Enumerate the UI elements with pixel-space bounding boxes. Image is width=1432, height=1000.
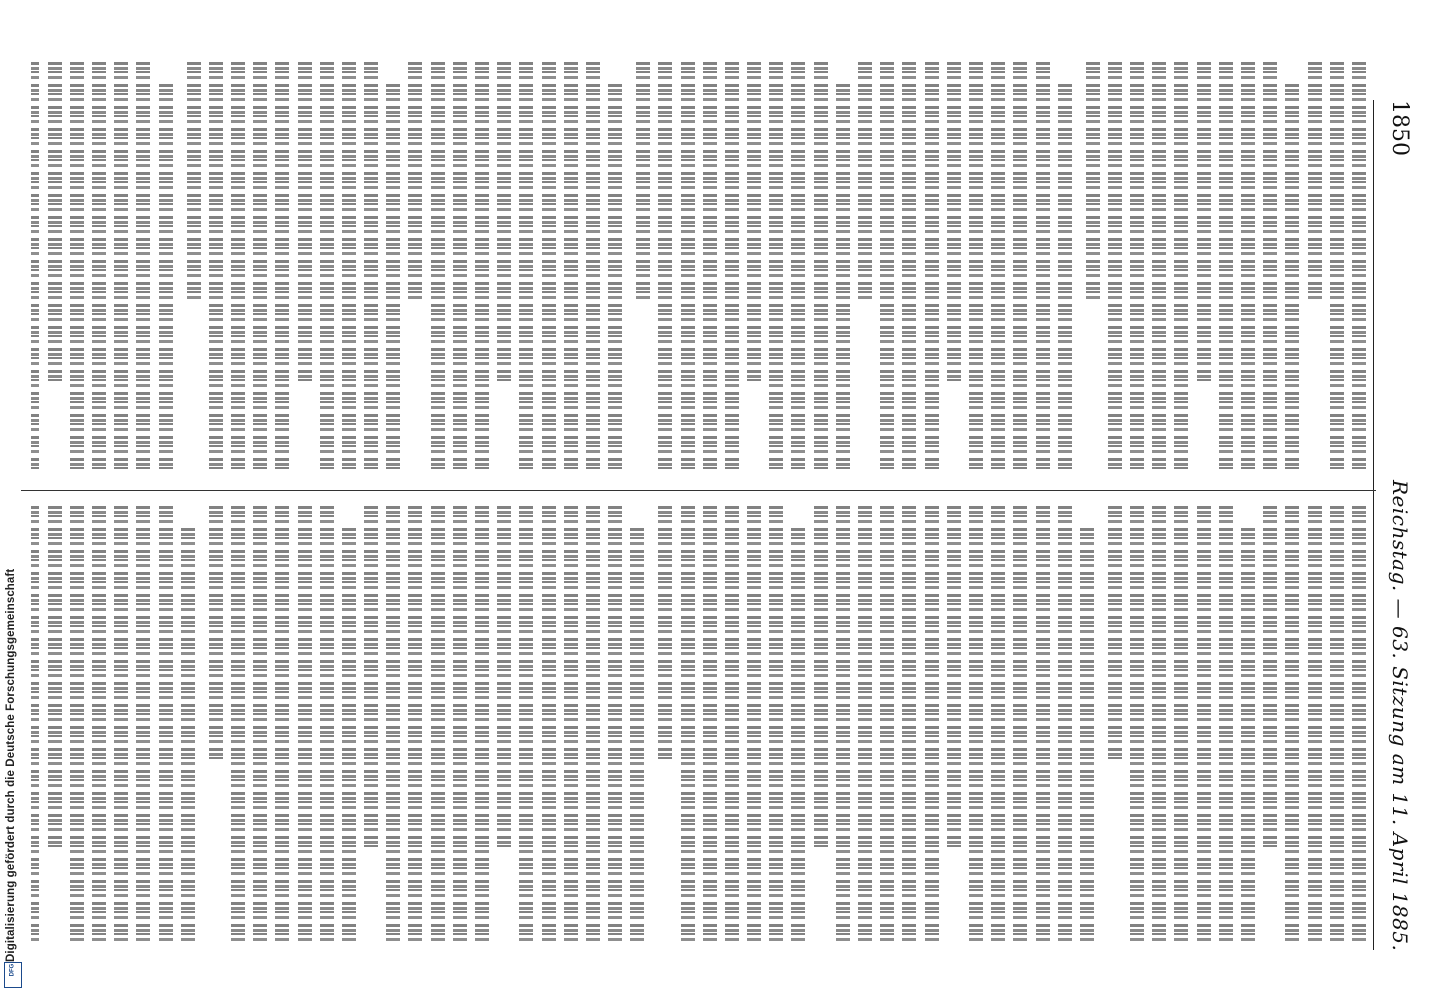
- text-line: [209, 506, 223, 761]
- text-line: [431, 62, 445, 472]
- text-line: [386, 84, 400, 472]
- text-line: [836, 506, 850, 946]
- text-line: [1219, 62, 1233, 472]
- text-line: [1241, 528, 1255, 946]
- text-line: [187, 62, 201, 300]
- text-line: [453, 62, 467, 472]
- text-line: [1308, 62, 1322, 300]
- text-line: [92, 506, 106, 946]
- text-line: [475, 62, 489, 472]
- text-line: [181, 528, 195, 946]
- text-line: [1152, 62, 1166, 472]
- text-line: [658, 506, 672, 761]
- text-line: [342, 528, 356, 946]
- text-line: [1036, 62, 1050, 472]
- text-line: [925, 62, 939, 472]
- text-line: [114, 506, 128, 946]
- text-line: [564, 62, 578, 472]
- text-line: [31, 62, 40, 472]
- text-line: [364, 62, 378, 472]
- text-line: [630, 528, 644, 946]
- text-line: [703, 506, 717, 946]
- dfg-logo: [4, 962, 22, 988]
- text-line: [747, 62, 761, 382]
- text-line: [364, 506, 378, 849]
- page-number: 1850: [1387, 100, 1412, 156]
- text-line: [1197, 506, 1211, 946]
- text-line: [969, 62, 983, 472]
- text-line: [925, 506, 939, 946]
- text-line: [836, 84, 850, 472]
- text-line: [1080, 528, 1094, 946]
- text-line: [1036, 506, 1050, 946]
- header-rule: [1373, 100, 1374, 950]
- dfg-logo-text: DFG: [9, 963, 16, 977]
- text-line: [1152, 506, 1166, 946]
- text-line: [519, 62, 533, 472]
- text-line: [1219, 506, 1233, 946]
- text-line: [769, 62, 783, 472]
- text-line: [1330, 506, 1344, 946]
- column-divider: [21, 490, 1376, 491]
- text-line: [1285, 84, 1299, 472]
- text-line: [681, 62, 695, 472]
- text-line: [969, 506, 983, 946]
- text-line: [231, 62, 245, 472]
- text-line: [703, 62, 717, 472]
- text-line: [114, 62, 128, 472]
- text-line: [497, 62, 511, 382]
- text-line: [1308, 506, 1322, 946]
- text-line: [902, 62, 916, 472]
- text-line: [725, 506, 739, 946]
- text-line: [792, 528, 806, 946]
- text-line: [858, 506, 872, 946]
- text-line: [792, 62, 806, 472]
- text-line: [70, 506, 84, 946]
- text-line: [880, 506, 894, 946]
- text-line: [608, 506, 622, 946]
- text-line: [431, 506, 445, 946]
- text-line: [386, 506, 400, 946]
- text-line: [92, 62, 106, 472]
- digitization-credit-text: Digitalisierung gefördert durch die Deutsche Forschungsgemeinschaft: [5, 568, 17, 962]
- text-line: [636, 62, 650, 300]
- text-line: [31, 506, 40, 946]
- text-line: [947, 506, 961, 849]
- text-line: [1352, 506, 1366, 946]
- text-line: [880, 62, 894, 472]
- text-column-left: [31, 62, 1366, 472]
- text-line: [48, 506, 62, 849]
- text-line: [1197, 62, 1211, 382]
- text-line: [136, 506, 150, 946]
- text-line: [231, 506, 245, 946]
- text-line: [475, 506, 489, 946]
- text-line: [253, 506, 267, 946]
- text-line: [608, 84, 622, 472]
- text-line: [1058, 506, 1072, 946]
- text-line: [902, 506, 916, 946]
- text-line: [858, 62, 872, 300]
- running-head-title: Reichstag. — 63. Sitzung am 11. April 1885.: [1388, 480, 1412, 952]
- text-line: [409, 62, 423, 300]
- text-line: [542, 506, 556, 946]
- text-line: [1108, 506, 1122, 761]
- text-line: [658, 62, 672, 472]
- text-line: [1013, 62, 1027, 472]
- text-line: [586, 506, 600, 946]
- text-line: [1330, 62, 1344, 472]
- text-line: [1175, 62, 1189, 472]
- text-line: [70, 62, 84, 472]
- text-line: [409, 506, 423, 946]
- text-line: [342, 62, 356, 472]
- text-line: [275, 506, 289, 946]
- text-line: [991, 506, 1005, 946]
- text-line: [298, 62, 312, 382]
- text-line: [48, 62, 62, 382]
- text-line: [1175, 506, 1189, 946]
- text-line: [253, 62, 267, 472]
- text-line: [497, 506, 511, 849]
- text-line: [159, 506, 173, 946]
- text-line: [1108, 62, 1122, 472]
- text-line: [275, 62, 289, 472]
- text-line: [1086, 62, 1100, 300]
- text-line: [814, 62, 828, 472]
- text-line: [586, 62, 600, 472]
- text-line: [1263, 62, 1277, 472]
- text-line: [136, 62, 150, 472]
- text-line: [725, 62, 739, 472]
- text-line: [769, 506, 783, 946]
- text-line: [209, 62, 223, 472]
- text-line: [519, 506, 533, 946]
- running-head: [1378, 40, 1418, 970]
- digitization-credit: [2, 12, 24, 992]
- text-line: [681, 506, 695, 946]
- text-line: [453, 506, 467, 946]
- text-line: [814, 506, 828, 849]
- text-line: [1241, 62, 1255, 472]
- text-line: [159, 84, 173, 472]
- text-line: [947, 62, 961, 382]
- text-line: [1058, 84, 1072, 472]
- text-line: [1130, 62, 1144, 472]
- text-line: [564, 506, 578, 946]
- text-line: [298, 506, 312, 946]
- text-line: [1352, 62, 1366, 472]
- text-line: [320, 506, 334, 946]
- text-line: [991, 62, 1005, 472]
- text-line: [320, 62, 334, 472]
- text-line: [1013, 506, 1027, 946]
- text-line: [542, 62, 556, 472]
- text-line: [1285, 506, 1299, 946]
- text-line: [1263, 506, 1277, 849]
- text-line: [1130, 506, 1144, 946]
- text-line: [747, 506, 761, 946]
- text-column-right: [31, 506, 1366, 946]
